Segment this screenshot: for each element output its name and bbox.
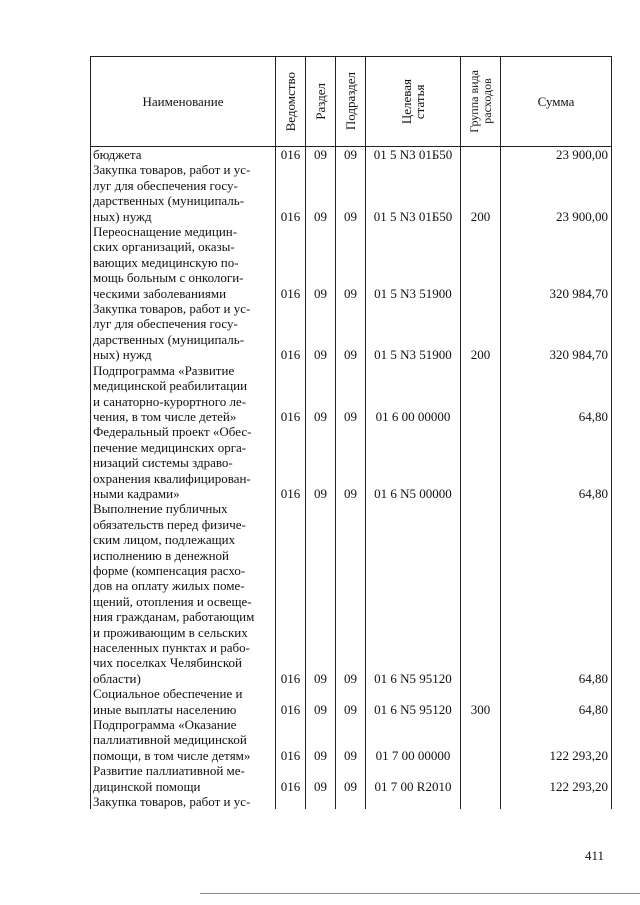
row-vedomstvo: 016 bbox=[276, 717, 306, 763]
row-vedomstvo: 016 bbox=[276, 363, 306, 425]
header-name: Наименование bbox=[91, 57, 276, 147]
row-name bbox=[91, 162, 276, 224]
row-gruppa-vida bbox=[461, 147, 501, 163]
header-podrazdel: Подраздел bbox=[336, 57, 366, 147]
row-name bbox=[91, 686, 276, 717]
row-podrazdel: 09 bbox=[336, 301, 366, 363]
row-name-line: Выполнение публичных bbox=[93, 501, 228, 517]
row-celevaya-statya: 01 7 00 00000 bbox=[366, 717, 461, 763]
row-name bbox=[91, 424, 276, 501]
row-celevaya-statya: 01 5 N3 01Б50 bbox=[366, 147, 461, 163]
row-name-line: Подпрограмма «Развитие bbox=[93, 362, 235, 378]
row-gruppa-vida bbox=[461, 424, 501, 501]
row-summa: 122 293,20 bbox=[501, 717, 612, 763]
table-header-row bbox=[91, 57, 612, 147]
table-row bbox=[91, 794, 612, 809]
row-summa: 64,80 bbox=[501, 363, 612, 425]
row-name-line: и санаторно-курортного ле- bbox=[93, 393, 247, 409]
row-vedomstvo: 016 bbox=[276, 501, 306, 686]
row-name-line: луг для обеспечения госу- bbox=[93, 177, 238, 193]
row-name-line: луг для обеспечения госу- bbox=[93, 316, 238, 332]
row-name-line: ния гражданам, работающим bbox=[93, 609, 255, 625]
row-vedomstvo: 016 bbox=[276, 301, 306, 363]
row-name-line: бюджета bbox=[93, 147, 142, 162]
row-name-line: дарственных (муниципаль- bbox=[93, 193, 245, 209]
row-name-line: ных) нужд bbox=[93, 208, 152, 224]
row-razdel: 09 bbox=[306, 686, 336, 717]
row-gruppa-vida: 300 bbox=[461, 686, 501, 717]
row-celevaya-statya: 01 6 N5 00000 bbox=[366, 424, 461, 501]
row-vedomstvo: 016 bbox=[276, 424, 306, 501]
row-summa: 64,80 bbox=[501, 686, 612, 717]
row-gruppa-vida bbox=[461, 717, 501, 763]
row-name-line: печение медицинских орга- bbox=[93, 439, 247, 455]
header-vedomstvo: Ведомство bbox=[276, 57, 306, 147]
row-razdel: 09 bbox=[306, 301, 336, 363]
row-name bbox=[91, 717, 276, 763]
header-summa: Сумма bbox=[501, 57, 612, 147]
row-name-line: и проживающим в сельских bbox=[93, 624, 248, 640]
row-summa: 23 900,00 bbox=[501, 147, 612, 163]
row-name-line: области) bbox=[93, 670, 141, 686]
row-razdel: 09 bbox=[306, 224, 336, 301]
row-celevaya-statya: 01 6 N5 95120 bbox=[366, 501, 461, 686]
row-gruppa-vida bbox=[461, 363, 501, 425]
row-name-line: населенных пунктах и рабо- bbox=[93, 640, 250, 655]
budget-table-wrapper bbox=[90, 56, 611, 809]
row-celevaya-statya bbox=[366, 794, 461, 809]
row-name-line: исполнению в денежной bbox=[93, 547, 229, 563]
table-row bbox=[91, 363, 612, 425]
table-row bbox=[91, 147, 612, 163]
row-podrazdel: 09 bbox=[336, 224, 366, 301]
row-razdel bbox=[306, 794, 336, 809]
page-number: 411 bbox=[585, 848, 605, 863]
row-gruppa-vida bbox=[461, 224, 501, 301]
bottom-rule bbox=[200, 893, 640, 894]
row-name-line: щений, отопления и освеще- bbox=[93, 593, 252, 609]
row-summa: 64,80 bbox=[501, 424, 612, 501]
row-summa: 122 293,20 bbox=[501, 763, 612, 794]
row-name-line: Закупка товаров, работ и ус- bbox=[93, 301, 251, 317]
row-podrazdel: 09 bbox=[336, 501, 366, 686]
table-row bbox=[91, 501, 612, 686]
row-name-line: дицинской помощи bbox=[93, 778, 201, 794]
row-name-line: охранения квалифицирован- bbox=[93, 470, 251, 486]
row-gruppa-vida bbox=[461, 763, 501, 794]
row-podrazdel: 09 bbox=[336, 717, 366, 763]
row-summa bbox=[501, 794, 612, 809]
table-row bbox=[91, 763, 612, 794]
header-gruppa-vida-rashodov: Группа вида расходов bbox=[461, 57, 501, 147]
row-podrazdel: 09 bbox=[336, 363, 366, 425]
row-name-line: Развитие паллиативной ме- bbox=[93, 763, 245, 779]
row-name-line: дарственных (муниципаль- bbox=[93, 331, 245, 347]
row-summa: 320 984,70 bbox=[501, 224, 612, 301]
row-razdel: 09 bbox=[306, 763, 336, 794]
row-name bbox=[91, 301, 276, 363]
row-name-line: вающих медицинскую по- bbox=[93, 254, 239, 270]
table-row bbox=[91, 424, 612, 501]
row-name-line: Социальное обеспечение и bbox=[93, 686, 243, 702]
row-name-line: ских организаций, оказы- bbox=[93, 239, 235, 255]
row-name-line: Подпрограмма «Оказание bbox=[93, 717, 237, 733]
row-podrazdel: 09 bbox=[336, 686, 366, 717]
row-vedomstvo: 016 bbox=[276, 162, 306, 224]
row-name-line: Переоснащение медицин- bbox=[93, 224, 238, 240]
row-name-line: паллиативной медицинской bbox=[93, 732, 247, 748]
row-name-line: мощь больным с онкологи- bbox=[93, 270, 244, 286]
row-name-line: низаций системы здраво- bbox=[93, 455, 233, 471]
row-summa: 320 984,70 bbox=[501, 301, 612, 363]
row-name-line: чих поселках Челябинской bbox=[93, 655, 242, 671]
row-vedomstvo: 016 bbox=[276, 224, 306, 301]
row-celevaya-statya: 01 6 00 00000 bbox=[366, 363, 461, 425]
row-summa: 64,80 bbox=[501, 501, 612, 686]
row-vedomstvo bbox=[276, 794, 306, 809]
row-podrazdel: 09 bbox=[336, 424, 366, 501]
row-razdel: 09 bbox=[306, 147, 336, 163]
table-body bbox=[91, 147, 612, 810]
row-name-line: Федеральный проект «Обес- bbox=[93, 424, 252, 440]
row-gruppa-vida bbox=[461, 794, 501, 809]
row-name bbox=[91, 501, 276, 686]
header-razdel: Раздел bbox=[306, 57, 336, 147]
row-razdel: 09 bbox=[306, 717, 336, 763]
row-celevaya-statya: 01 6 N5 95120 bbox=[366, 686, 461, 717]
row-name-line: медицинской реабилитации bbox=[93, 378, 248, 394]
row-razdel: 09 bbox=[306, 501, 336, 686]
row-vedomstvo: 016 bbox=[276, 686, 306, 717]
row-name-line: Закупка товаров, работ и ус- bbox=[93, 162, 251, 178]
row-name bbox=[91, 224, 276, 301]
row-name-line: ским лицом, подлежащих bbox=[93, 532, 236, 548]
row-vedomstvo: 016 bbox=[276, 763, 306, 794]
row-name bbox=[91, 794, 276, 809]
row-vedomstvo: 016 bbox=[276, 147, 306, 163]
row-gruppa-vida: 200 bbox=[461, 162, 501, 224]
row-podrazdel: 09 bbox=[336, 147, 366, 163]
row-gruppa-vida: 200 bbox=[461, 301, 501, 363]
row-celevaya-statya: 01 5 N3 01Б50 bbox=[366, 162, 461, 224]
row-podrazdel: 09 bbox=[336, 763, 366, 794]
table-row bbox=[91, 162, 612, 224]
row-name bbox=[91, 763, 276, 794]
row-name-line: Закупка товаров, работ и ус- bbox=[93, 794, 251, 810]
budget-table bbox=[90, 56, 612, 809]
row-podrazdel: 09 bbox=[336, 162, 366, 224]
row-celevaya-statya: 01 5 N3 51900 bbox=[366, 224, 461, 301]
row-name-line: дов на оплату жилых поме- bbox=[93, 578, 245, 594]
row-podrazdel bbox=[336, 794, 366, 809]
row-name-line: иные выплаты населению bbox=[93, 701, 237, 717]
row-celevaya-statya: 01 5 N3 51900 bbox=[366, 301, 461, 363]
table-row bbox=[91, 224, 612, 301]
row-razdel: 09 bbox=[306, 162, 336, 224]
row-summa: 23 900,00 bbox=[501, 162, 612, 224]
row-name-line: форме (компенсация расхо- bbox=[93, 562, 246, 578]
row-gruppa-vida bbox=[461, 501, 501, 686]
row-name-line: чения, в том числе детей» bbox=[93, 408, 237, 424]
row-razdel: 09 bbox=[306, 424, 336, 501]
table-row bbox=[91, 717, 612, 763]
header-celevaya-statya: Целевая статья bbox=[366, 57, 461, 147]
row-name-line: ческими заболеваниями bbox=[93, 285, 227, 301]
row-name-line: ных) нужд bbox=[93, 347, 152, 363]
row-name-line: ными кадрами» bbox=[93, 485, 180, 501]
row-razdel: 09 bbox=[306, 363, 336, 425]
row-name-line: помощи, в том числе детям» bbox=[93, 747, 251, 763]
table-row bbox=[91, 301, 612, 363]
row-name bbox=[91, 147, 276, 163]
row-celevaya-statya: 01 7 00 R2010 bbox=[366, 763, 461, 794]
row-name bbox=[91, 363, 276, 425]
table-row bbox=[91, 686, 612, 717]
row-name-line: обязательств перед физиче- bbox=[93, 516, 246, 532]
